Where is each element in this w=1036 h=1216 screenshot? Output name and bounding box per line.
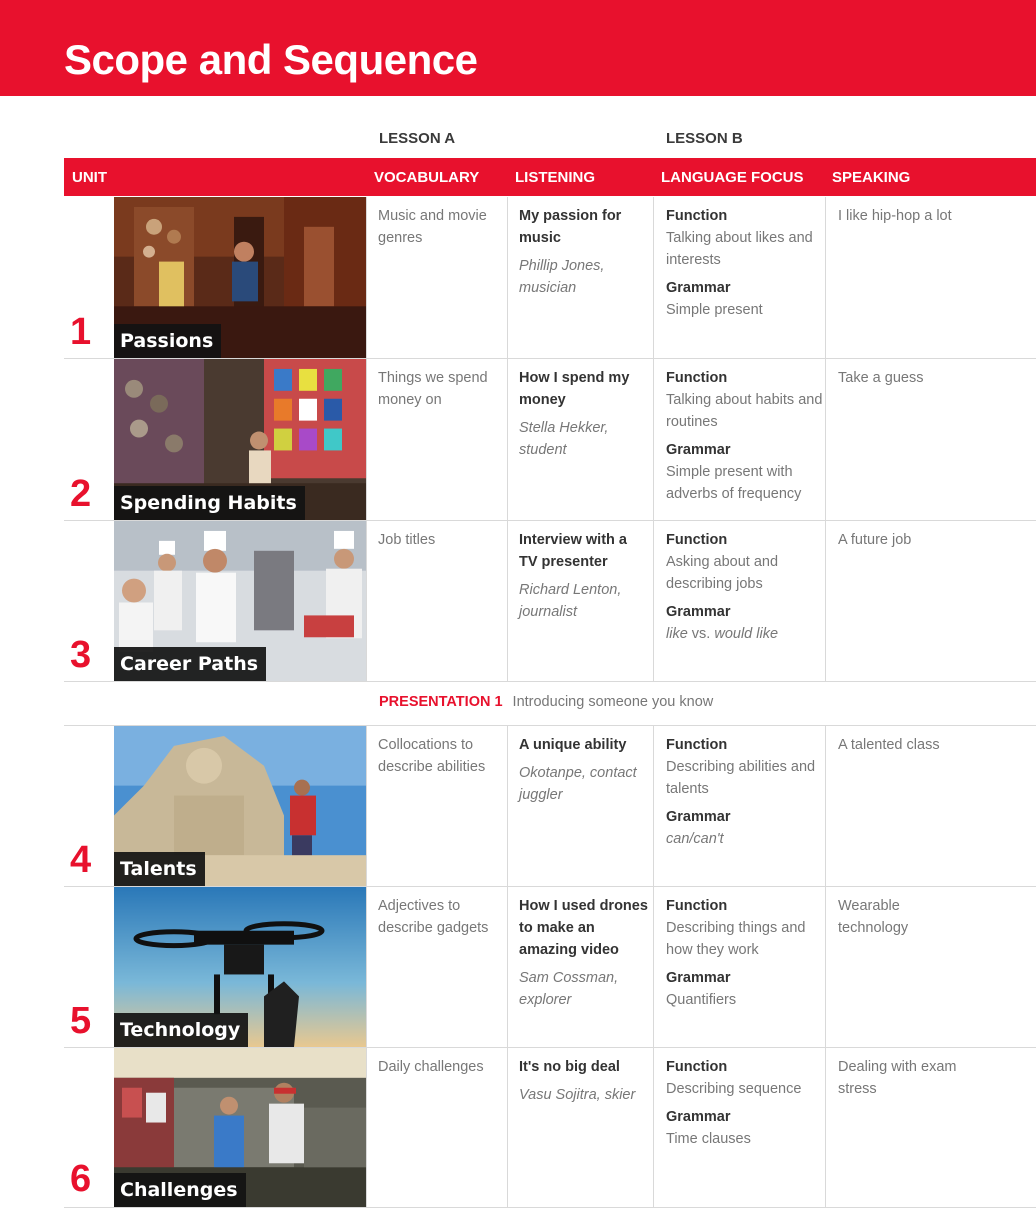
unit-row-4 xyxy=(64,726,1036,887)
function-text: Talking about habits and routines xyxy=(666,392,823,430)
function-heading: Function xyxy=(666,737,728,753)
listening-title: A unique ability xyxy=(519,737,627,753)
listening-speaker: Richard Lenton, journalist xyxy=(519,582,622,620)
unit-number: 2 xyxy=(70,473,92,515)
function-text: Describing things and how they work xyxy=(666,920,806,958)
unit-row-3 xyxy=(64,521,1036,682)
function-heading: Function xyxy=(666,898,728,914)
listening-title: How I spend my money xyxy=(519,370,630,408)
grammar-text: Time clauses xyxy=(666,1131,751,1147)
unit-photo-talents xyxy=(114,726,366,886)
speaking-cell: I like hip-hop a lot xyxy=(838,208,952,224)
unit-number: 6 xyxy=(70,1158,92,1200)
unit-photo-passions xyxy=(114,197,366,358)
speaking-cell: A future job xyxy=(838,532,912,548)
grammar-heading: Grammar xyxy=(666,970,731,986)
language-focus-cell xyxy=(666,529,826,645)
function-text: Describing sequence xyxy=(666,1081,802,1097)
function-heading: Function xyxy=(666,1059,728,1075)
listening-speaker: Vasu Sojitra, skier xyxy=(519,1087,636,1103)
grammar-heading: Grammar xyxy=(666,1109,731,1125)
function-text: Asking about and describing jobs xyxy=(666,554,779,592)
grammar-heading: Grammar xyxy=(666,280,731,296)
unit-number: 3 xyxy=(70,634,92,676)
listening-speaker: Stella Hekker, student xyxy=(519,420,609,458)
unit-title: Passions xyxy=(114,324,221,358)
function-heading: Function xyxy=(666,370,728,386)
unit-row-2 xyxy=(64,359,1036,521)
listening-cell xyxy=(519,1056,649,1106)
column-header-unit: UNIT xyxy=(72,169,107,186)
unit-photo-challenges xyxy=(114,1048,366,1207)
unit-photo-career-paths xyxy=(114,521,366,681)
presentation-text: Introducing someone you know xyxy=(512,694,714,710)
grammar-text: Quantifiers xyxy=(666,992,737,1008)
listening-title: Interview with a TV presenter xyxy=(519,532,627,570)
grammar-text: Simple present with adverbs of frequency xyxy=(666,464,802,502)
vocabulary-cell: Collocations to describe abilities xyxy=(378,737,486,775)
listening-title: My passion for music xyxy=(519,208,622,246)
listening-title: How I used drones to make an amazing video xyxy=(519,898,648,958)
listening-speaker: Sam Cossman, explorer xyxy=(519,970,619,1008)
speaking-cell: Take a guess xyxy=(838,370,924,386)
unit-number: 1 xyxy=(70,311,92,353)
language-focus-cell xyxy=(666,895,826,1011)
unit-row-5 xyxy=(64,887,1036,1048)
speaking-cell: A talented class xyxy=(838,737,940,753)
unit-row-1 xyxy=(64,197,1036,359)
vocabulary-cell: Music and movie genres xyxy=(378,208,487,246)
listening-cell xyxy=(519,734,649,806)
vocabulary-cell: Things we spend money on xyxy=(378,370,488,408)
listening-speaker: Okotanpe, contact juggler xyxy=(519,765,637,803)
presentation-label: PRESENTATION 1 xyxy=(379,694,503,710)
function-heading: Function xyxy=(666,208,728,224)
unit-number: 4 xyxy=(70,839,92,881)
unit-number: 5 xyxy=(70,1000,92,1042)
lesson-a-label: LESSON A xyxy=(379,130,456,147)
language-focus-cell xyxy=(666,367,826,505)
function-text: Talking about likes and interests xyxy=(666,230,813,268)
vocabulary-cell: Job titles xyxy=(378,532,436,548)
column-header-vocabulary: VOCABULARY xyxy=(374,169,480,186)
grammar-text: Simple present xyxy=(666,302,763,318)
speaking-cell: Wearable technology xyxy=(838,898,909,936)
lesson-b-label: LESSON B xyxy=(666,130,743,147)
column-header-listening: LISTENING xyxy=(515,169,596,186)
page-title: Scope and Sequence xyxy=(64,36,478,83)
title-banner xyxy=(0,0,1036,96)
language-focus-cell xyxy=(666,1056,826,1150)
presentation-1 xyxy=(379,694,713,710)
language-focus-cell xyxy=(666,734,826,850)
unit-title: Spending Habits xyxy=(114,486,305,520)
listening-cell xyxy=(519,205,649,299)
column-header-speaking: SPEAKING xyxy=(832,169,911,186)
language-focus-cell xyxy=(666,205,826,321)
grammar-heading: Grammar xyxy=(666,442,731,458)
listening-title: It's no big deal xyxy=(519,1059,620,1075)
listening-cell xyxy=(519,367,649,461)
function-heading: Function xyxy=(666,532,728,548)
unit-title: Challenges xyxy=(114,1173,246,1207)
listening-cell xyxy=(519,529,649,623)
function-text: Describing abilities and talents xyxy=(666,759,816,797)
grammar-heading: Grammar xyxy=(666,809,731,825)
unit-photo-spending-habits xyxy=(114,359,366,520)
listening-speaker: Phillip Jones, musician xyxy=(519,258,605,296)
unit-title: Technology xyxy=(114,1013,248,1047)
grammar-heading: Grammar xyxy=(666,604,731,620)
column-header-language-focus: LANGUAGE FOCUS xyxy=(661,169,804,186)
grammar-text: like vs. would like xyxy=(666,626,779,642)
unit-row-6 xyxy=(64,1048,1036,1208)
speaking-cell: Dealing with exam stress xyxy=(838,1059,957,1097)
vocabulary-cell: Daily challenges xyxy=(378,1059,484,1075)
unit-title: Career Paths xyxy=(114,647,266,681)
grammar-text: can/can't xyxy=(666,831,724,847)
unit-photo-technology xyxy=(114,887,366,1047)
vocabulary-cell: Adjectives to describe gadgets xyxy=(378,898,489,936)
table-header xyxy=(64,158,1036,196)
unit-title: Talents xyxy=(114,852,205,886)
listening-cell xyxy=(519,895,649,1011)
